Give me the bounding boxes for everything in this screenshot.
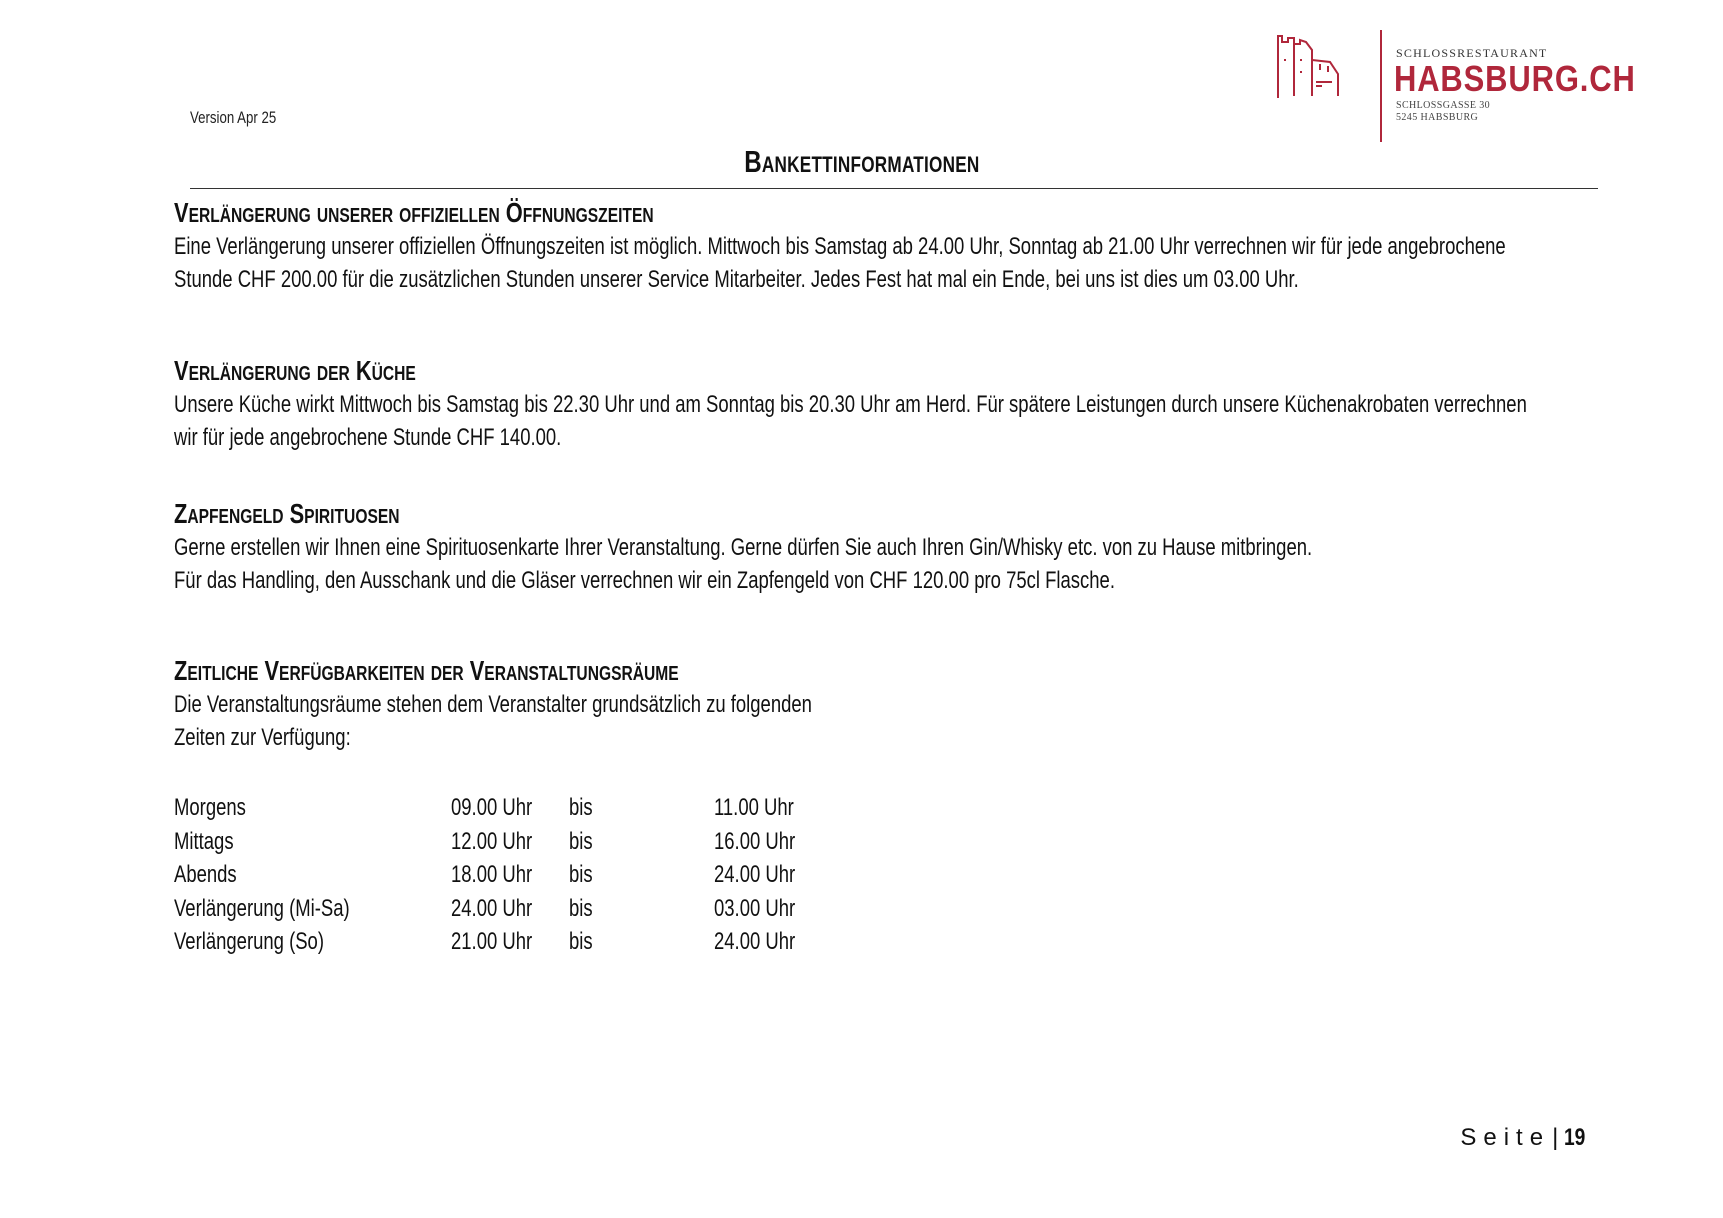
time-separator: bis xyxy=(569,928,593,955)
page-separator: | xyxy=(1552,1124,1559,1151)
logo-divider xyxy=(1380,30,1382,142)
section-extension-hours xyxy=(174,196,1574,296)
section-corkage-spirits xyxy=(174,497,1574,597)
text-line: Die Veranstaltungsräume stehen dem Veranstalter grundsätzlich zu folgenden xyxy=(174,691,812,718)
page-footer xyxy=(1460,1124,1591,1152)
time-separator: bis xyxy=(569,794,593,821)
version-label: Version Apr 25 xyxy=(190,108,277,127)
text-line: Gerne erstellen wir Ihnen eine Spirituosenkarte Ihrer Veranstaltung. Gerne dürfen Sie auch Ihren Gin/Whisky etc. von zu Hause mitbringen. xyxy=(174,534,1313,561)
time-to: 16.00 Uhr xyxy=(714,827,796,855)
page-number: 19 xyxy=(1564,1124,1586,1151)
title-rule xyxy=(190,188,1598,189)
restaurant-logo xyxy=(1272,26,1636,142)
page-title: Bankettinformationen xyxy=(743,144,980,179)
section-heading: Verlängerung der Küche xyxy=(174,355,416,386)
section-heading: Zapfengeld Spirituosen xyxy=(174,498,400,529)
text-line: Für das Handling, den Ausschank und die Gläser verrechnen wir ein Zapfengeld von CHF 120.00 pro 75cl Flasche. xyxy=(174,567,1115,594)
section-text xyxy=(174,388,1606,454)
text-line: Stunde CHF 200.00 für die zusätzlichen Stunden unserer Service Mitarbeiter. Jedes Fest hat mal ein Ende, bei uns ist dies um 03.00 Uhr. xyxy=(174,266,1299,293)
logo-address-city: 5245 HABSBURG xyxy=(1396,112,1479,123)
time-label: Verlängerung (So) xyxy=(174,928,324,955)
time-from: 24.00 Uhr xyxy=(451,894,533,922)
time-label: Morgens xyxy=(174,794,246,821)
section-heading: Verlängerung unserer offiziellen Öffnungszeiten xyxy=(174,197,654,228)
castle-icon xyxy=(1272,30,1372,100)
time-separator: bis xyxy=(569,827,593,855)
time-label: Verlängerung (Mi-Sa) xyxy=(174,894,350,922)
time-to: 03.00 Uhr xyxy=(714,894,796,922)
time-label: Abends xyxy=(174,861,237,888)
time-from: 18.00 Uhr xyxy=(451,861,533,888)
time-separator: bis xyxy=(569,861,593,888)
time-to: 24.00 Uhr xyxy=(714,861,796,888)
page-word: Seite xyxy=(1460,1124,1551,1151)
logo-brand: HABSBURG.CH xyxy=(1394,58,1636,99)
time-separator: bis xyxy=(569,894,593,922)
section-room-availability xyxy=(174,654,1574,754)
text-line: Eine Verlängerung unserer offiziellen Öffnungszeiten ist möglich. Mittwoch bis Samstag ab 24.00 Uhr, Sonntag ab 21.00 Uhr verrechnen wir für jede angebrochene xyxy=(174,233,1506,260)
text-line: Unsere Küche wirkt Mittwoch bis Samstag bis 22.30 Uhr und am Sonntag bis 20.30 Uhr am Herd. Für spätere Leistungen durch unsere Küchenakrobaten verrechnen xyxy=(174,391,1527,418)
time-to: 24.00 Uhr xyxy=(714,928,796,955)
time-label: Mittags xyxy=(174,827,234,855)
text-line: wir für jede angebrochene Stunde CHF 140.00. xyxy=(174,424,562,451)
section-heading: Zeitliche Verfügbarkeiten der Veranstaltungsräume xyxy=(174,655,679,686)
time-from: 21.00 Uhr xyxy=(451,928,533,955)
section-text xyxy=(174,688,1606,754)
section-text xyxy=(174,230,1606,296)
time-from: 09.00 Uhr xyxy=(451,794,533,821)
text-line: Zeiten zur Verfügung: xyxy=(174,724,351,751)
section-text xyxy=(174,531,1606,597)
logo-address-street: SCHLOSSGASSE 30 xyxy=(1396,100,1491,111)
section-kitchen-extension xyxy=(174,354,1574,454)
logo-subtitle: SCHLOSSRESTAURANT xyxy=(1396,46,1548,60)
time-from: 12.00 Uhr xyxy=(451,827,533,855)
time-to: 11.00 Uhr xyxy=(714,794,794,821)
